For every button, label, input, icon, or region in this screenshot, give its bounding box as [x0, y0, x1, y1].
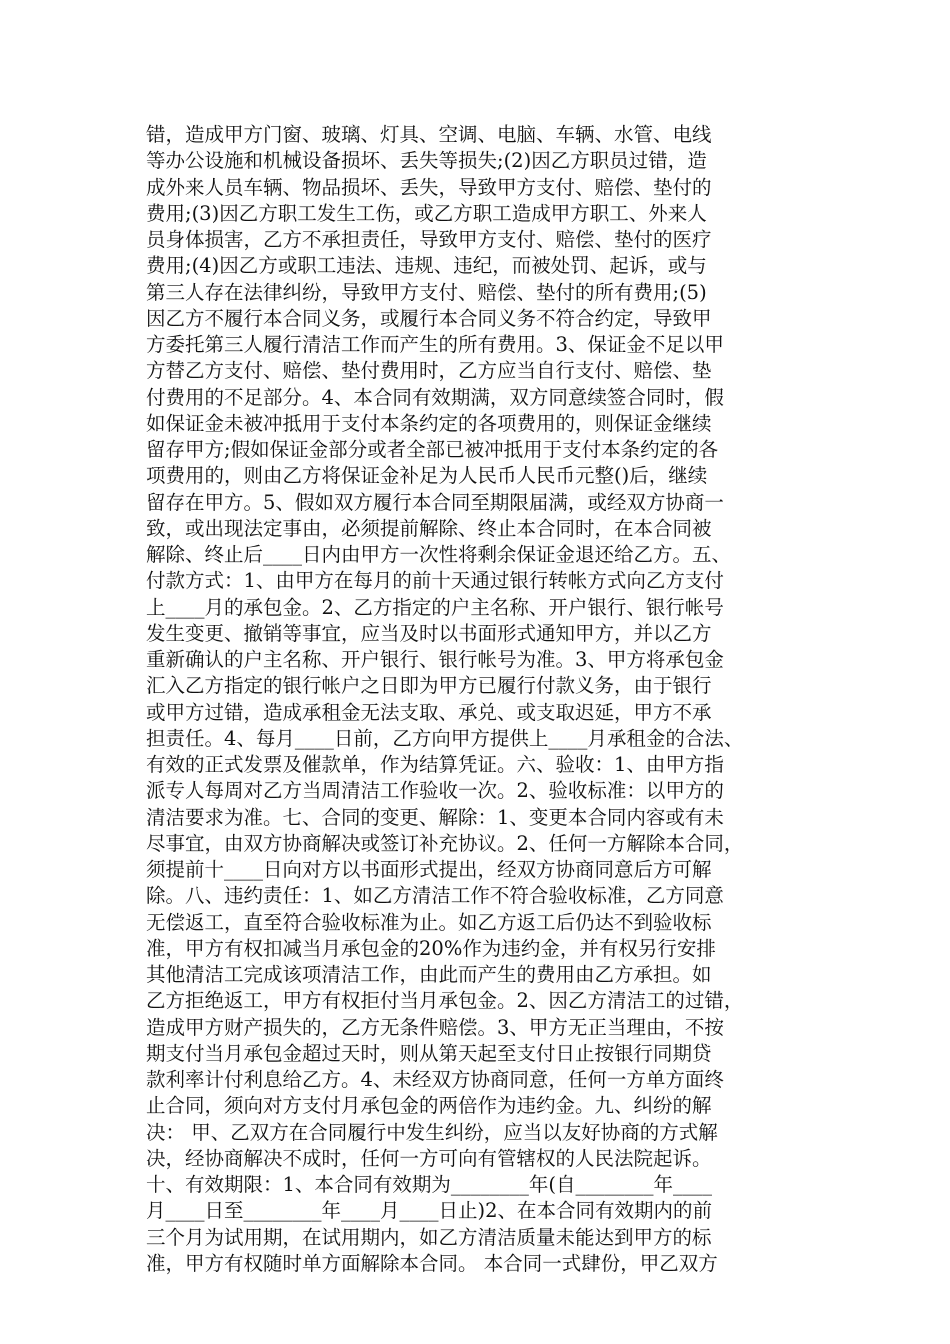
text-line: 留存在甲方。5、假如双方履行本合同至期限届满，或经双方协商一: [146, 490, 724, 514]
text-line: 决： 甲、乙双方在合同履行中发生纠纷，应当以友好协商的方式解: [146, 1120, 718, 1144]
text-line: 成外来人员车辆、物品损坏、丢失，导致甲方支付、赔偿、垫付的: [146, 175, 712, 199]
text-line: 留存甲方;假如保证金部分或者全部已被冲抵用于支付本条约定的各: [146, 438, 719, 461]
text-line: 三个月为试用期，在试用期内，如乙方清洁质量未能达到甲方的标: [146, 1225, 712, 1249]
text-line: 须提前十____日向对方以书面形式提出，经双方协商同意后方可解: [146, 858, 712, 881]
text-line: 等办公设施和机械设备损坏、丢失等损失;(2)因乙方职员过错，造: [146, 149, 707, 173]
text-line: 有效的正式发票及催款单，作为结算凭证。六、验收：1、由甲方指: [146, 753, 724, 776]
text-line: 准，甲方有权随时单方面解除本合同。 本合同一式肆份，甲乙双方: [146, 1251, 718, 1275]
text-line: 准，甲方有权扣减当月承包金的20%作为违约金，并有权另行安排: [146, 936, 716, 960]
text-line: 乙方拒绝返工，甲方有权拒付当月承包金。2、因乙方清洁工的过错，: [146, 989, 744, 1013]
text-line: 如保证金未被冲抵用于支付本条约定的各项费用的，则保证金继续: [146, 411, 712, 435]
text-line: 发生变更、撤销等事宜，应当及时以书面形式通知甲方，并以乙方: [146, 621, 712, 645]
text-line: 尽事宜，由双方协商解决或签订补充协议。2、任何一方解除本合同，: [146, 831, 744, 855]
text-line: 付款方式：1、由甲方在每月的前十天通过银行转帐方式向乙方支付: [146, 569, 724, 593]
text-line: 清洁要求为准。七、合同的变更、解除：1、变更本合同内容或有未: [146, 805, 724, 829]
text-line: 因乙方不履行本合同义务，或履行本合同义务不符合约定，导致甲: [146, 306, 712, 330]
text-line: 无偿返工，直至符合验收标准为止。如乙方返工后仍达不到验收标: [146, 910, 712, 934]
text-line: 款利率计付利息给乙方。4、未经双方协商同意，任何一方单方面终: [146, 1068, 724, 1091]
text-line: 汇入乙方指定的银行帐户之日即为甲方已履行付款义务，由于银行: [146, 674, 712, 698]
text-line: 决，经协商解决不成时，任何一方可向有管辖权的人民法院起诉。: [146, 1146, 712, 1170]
text-line: 错，造成甲方门窗、玻璃、灯具、空调、电脑、车辆、水管、电线: [146, 123, 712, 146]
text-line: 造成甲方财产损失的，乙方无条件赔偿。3、甲方无正当理由，不按: [146, 1015, 724, 1039]
text-line: 费用;(4)因乙方或职工违法、违规、违纪，而被处罚、起诉，或与: [146, 254, 707, 278]
text-line: 第三人存在法律纠纷，导致甲方支付、赔偿、垫付的所有费用;(5): [146, 280, 707, 304]
text-line: 除。八、违约责任：1、如乙方清洁工作不符合验收标准，乙方同意: [146, 884, 724, 908]
text-line: 月____日至________年____月____日止)2、在本合同有效期内的前: [146, 1199, 713, 1223]
text-line: 其他清洁工完成该项清洁工作，由此而产生的费用由乙方承担。如: [146, 963, 712, 986]
text-line: 上____月的承包金。2、乙方指定的户主名称、开户银行、银行帐号: [146, 595, 724, 619]
text-line: 致，或出现法定事由，必须提前解除、终止本合同时，在本合同被: [146, 516, 712, 540]
text-line: 费用;(3)因乙方职工发生工伤，或乙方职工造成甲方职工、外来人: [146, 201, 707, 225]
text-line: 重新确认的户主名称、开户银行、银行帐号为准。3、甲方将承包金: [146, 648, 724, 671]
text-line: 方替乙方支付、赔偿、垫付费用时，乙方应当自行支付、赔偿、垫: [146, 359, 712, 383]
text-line: 派专人每周对乙方当周清洁工作验收一次。2、验收标准：以甲方的: [146, 779, 724, 803]
text-line: 担责任。4、每月____日前，乙方向甲方提供上____月承租金的合法、: [146, 726, 744, 750]
text-line: 解除、终止后____日内由甲方一次性将剩余保证金退还给乙方。五、: [146, 543, 732, 566]
text-line: 方委托第三人履行清洁工作而产生的所有费用。3、保证金不足以甲: [146, 333, 724, 356]
text-line: 十、有效期限：1、本合同有效期为________年(自________年____: [146, 1173, 713, 1196]
text-line: 期支付当月承包金超过天时，则从第天起至支付日止按银行同期贷: [146, 1041, 712, 1065]
text-line: 员身体损害，乙方不承担责任，导致甲方支付、赔偿、垫付的医疗: [146, 228, 712, 251]
contract-body-text: [146, 122, 836, 1277]
text-line: 止合同，须向对方支付月承包金的两倍作为违约金。九、纠纷的解: [146, 1094, 712, 1118]
text-line: 付费用的不足部分。4、本合同有效期满，双方同意续签合同时，假: [146, 385, 724, 409]
text-line: 项费用的，则由乙方将保证金补足为人民币人民币元整()后，继续: [146, 464, 708, 488]
text-line: 或甲方过错，造成承租金无法支取、承兑、或支取迟延，甲方不承: [146, 700, 712, 724]
